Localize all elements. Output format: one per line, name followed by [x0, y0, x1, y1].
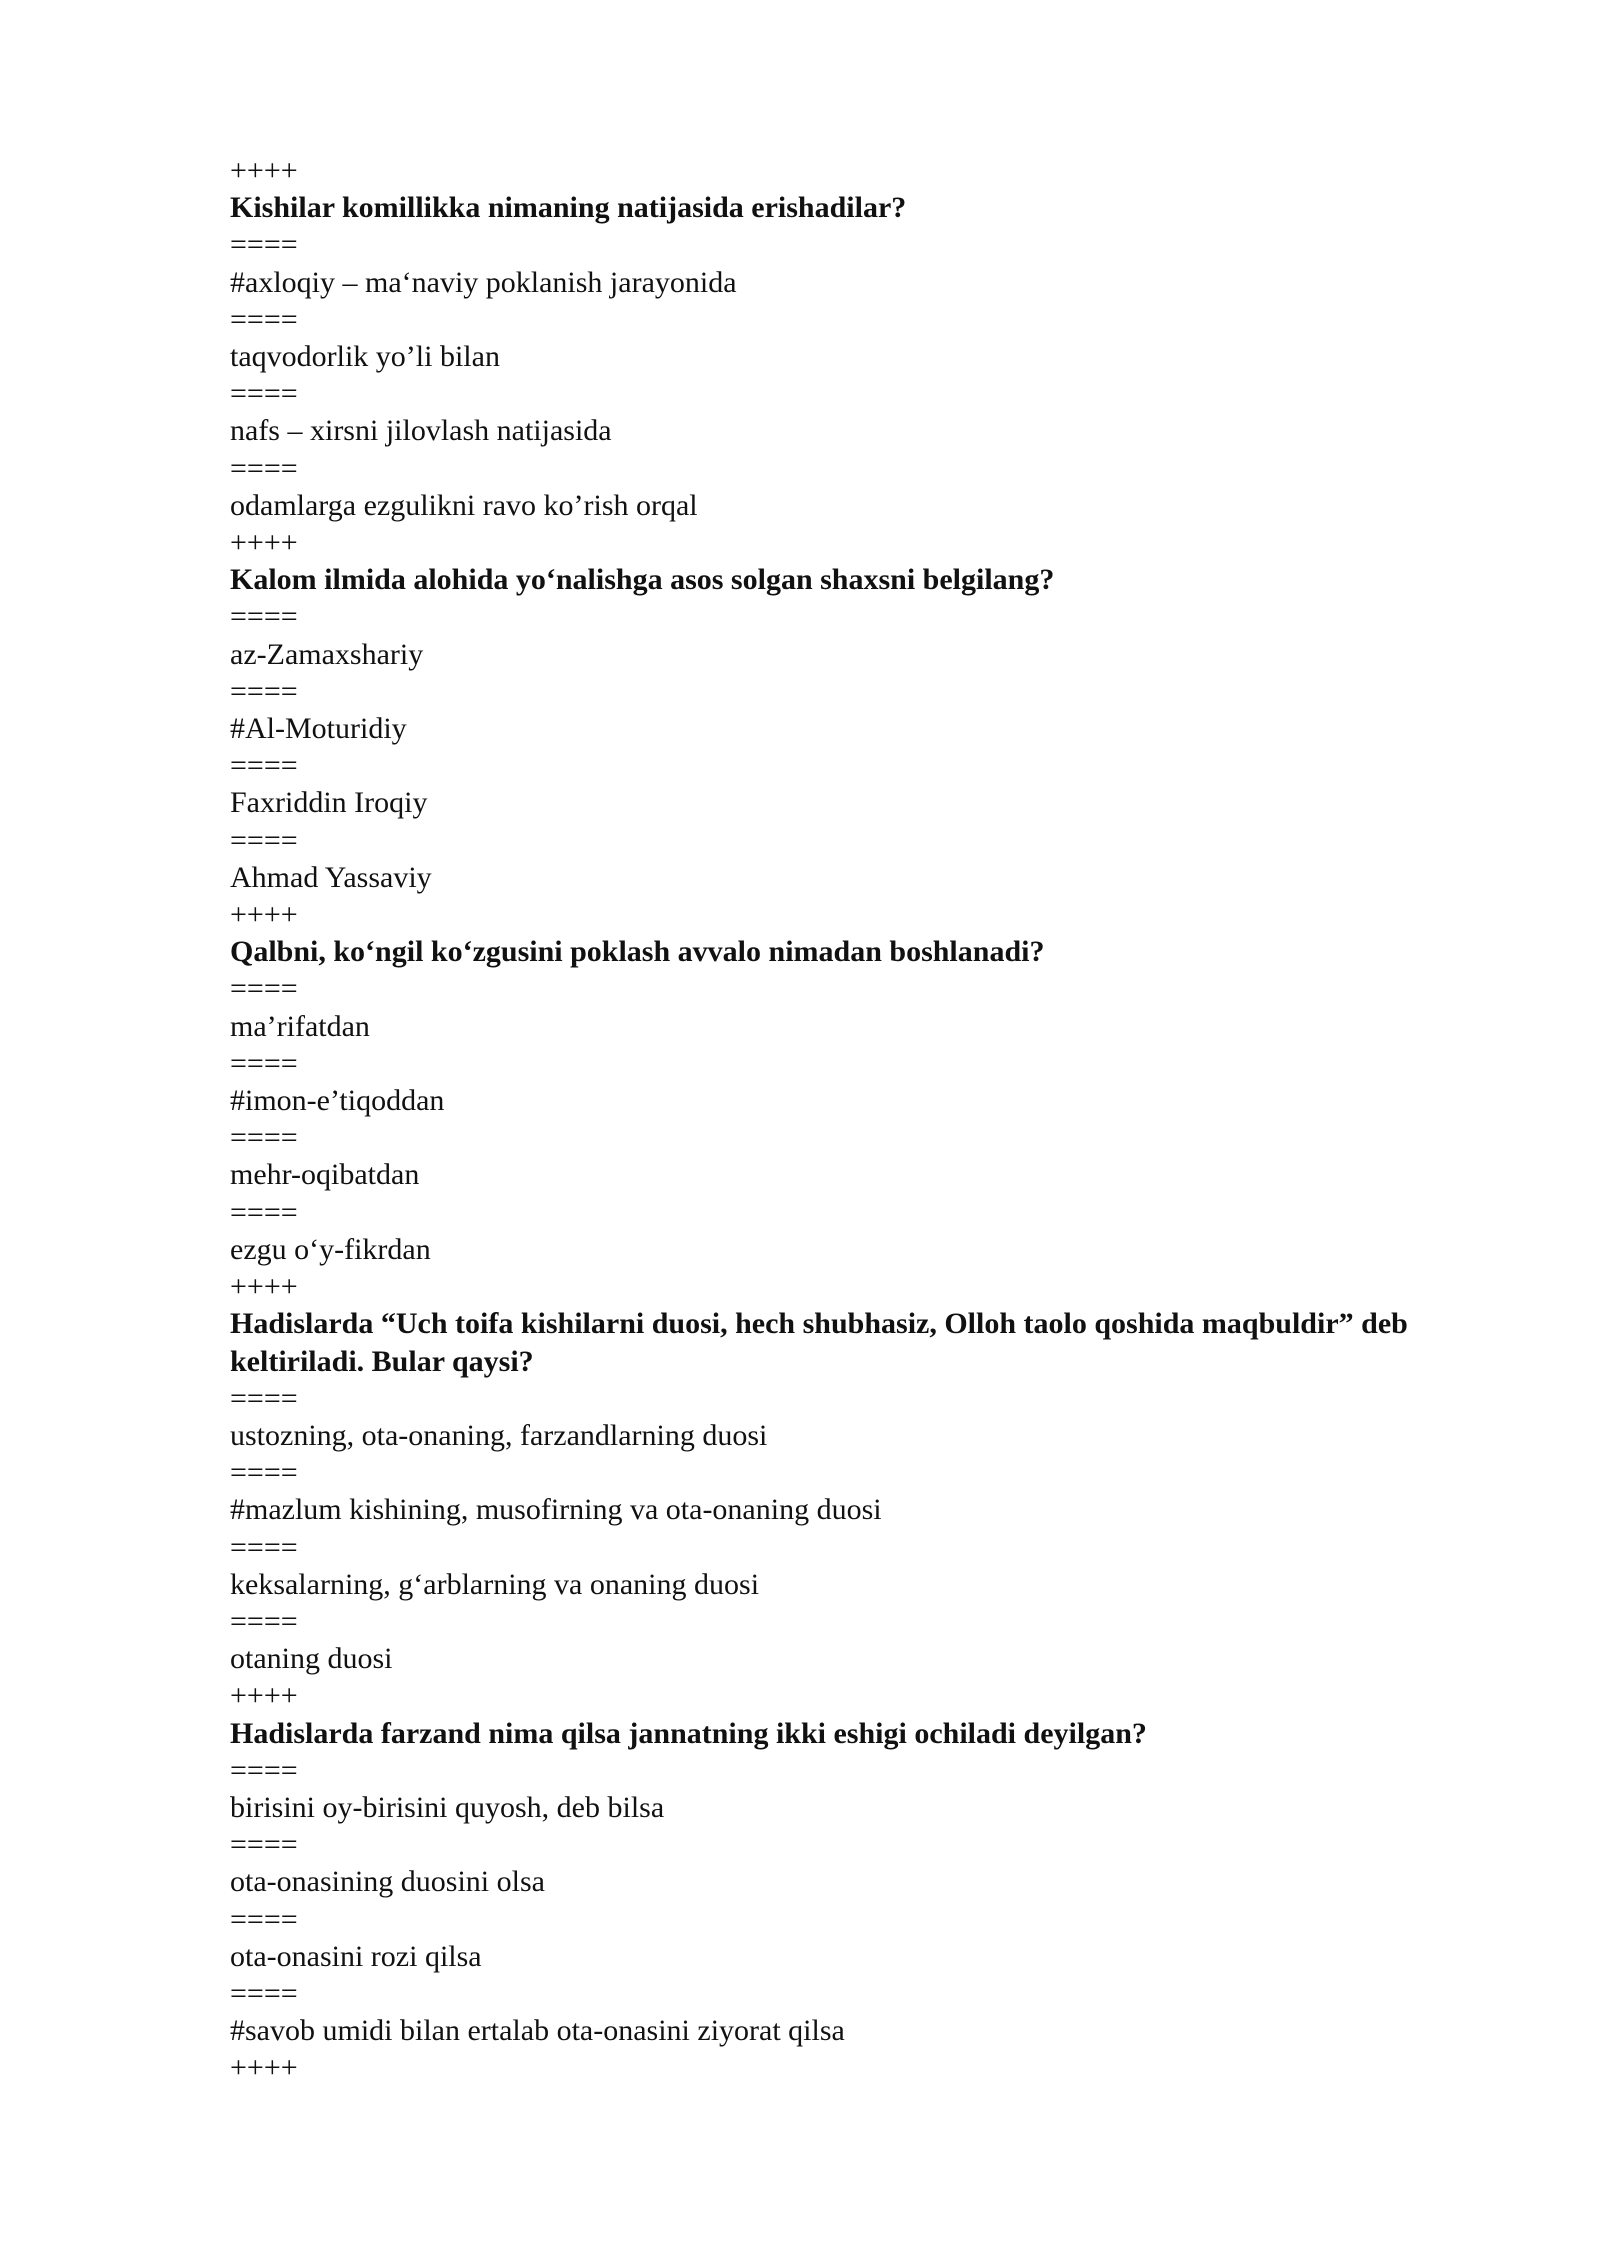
answer-option: ezgu oʻy-fikrdan: [230, 1232, 431, 1266]
option-separator: ====: [230, 451, 298, 485]
question-separator: ++++: [230, 1679, 298, 1713]
question-separator: ++++: [230, 154, 298, 187]
question-text: Qalbni, koʻngil koʻzgusini poklash avvalo nimadan boshlanadi?: [230, 935, 1045, 969]
option-separator: ====: [230, 600, 298, 634]
option-separator: ====: [230, 823, 298, 857]
answer-option: mehr-oqibatdan: [230, 1158, 420, 1192]
answer-option: #savob umidi bilan ertalab ota-onasini ziyorat qilsa: [230, 2014, 845, 2048]
answer-option: ustozning, ota-onaning, farzandlarning duosi: [230, 1418, 768, 1452]
option-separator: ====: [230, 1121, 298, 1155]
answer-option: ota-onasining duosini olsa: [230, 1865, 545, 1899]
document-page: [230, 152, 1470, 2087]
answer-option: #axloqiy – maʻnaviy poklanish jarayonida: [230, 265, 737, 299]
option-separator: ====: [230, 1530, 298, 1564]
option-separator: ====: [230, 674, 298, 708]
answer-option: Faxriddin Iroqiy: [230, 786, 428, 820]
answer-option: az-Zamaxshariy: [230, 637, 424, 671]
option-separator: ====: [230, 1753, 298, 1787]
question-separator: ++++: [230, 526, 298, 560]
answer-option: birisini oy-birisini quyosh, deb bilsa: [230, 1790, 665, 1824]
option-separator: ====: [230, 1195, 298, 1229]
question-text: Kalom ilmida alohida yoʻnalishga asos solgan shaxsni belgilang?: [230, 563, 1055, 597]
question-text: Kishilar komillikka nimaning natijasida erishadilar?: [230, 191, 907, 225]
option-separator: ====: [230, 228, 298, 262]
answer-option: #imon-e’tiqoddan: [230, 1084, 445, 1118]
answer-option: ma’rifatdan: [230, 1009, 370, 1043]
answer-option: odamlarga ezgulikni ravo ko’rish orqal: [230, 488, 698, 522]
answer-option: keksalarning, gʻarblarning va onaning duosi: [230, 1567, 760, 1601]
question-separator: ++++: [230, 1270, 298, 1304]
option-separator: ====: [230, 749, 298, 783]
answer-option: nafs – xirsni jilovlash natijasida: [230, 414, 612, 448]
answer-option: ota-onasini rozi qilsa: [230, 1939, 482, 1973]
question-text: Hadislarda farzand nima qilsa jannatning ikki eshigi ochiladi deyilgan?: [230, 1716, 1147, 1750]
option-separator: ====: [230, 1976, 298, 2010]
option-separator: ====: [230, 1381, 298, 1415]
answer-option: otaning duosi: [230, 1642, 393, 1676]
answer-option: Ahmad Yassaviy: [230, 860, 432, 894]
option-separator: ====: [230, 1902, 298, 1936]
question-separator: ++++: [230, 2051, 298, 2085]
answer-option: #Al-Moturidiy: [230, 712, 407, 746]
option-separator: ====: [230, 1046, 298, 1080]
option-separator: ====: [230, 1456, 298, 1490]
question-text: Hadislarda “Uch toifa kishilarni duosi, hech shubhasiz, Olloh taolo qoshida maqbuldir” deb keltiriladi. Bular qaysi?: [230, 1307, 1416, 1378]
option-separator: ====: [230, 377, 298, 411]
option-separator: ====: [230, 1828, 298, 1862]
answer-option: taqvodorlik yo’li bilan: [230, 340, 500, 374]
option-separator: ====: [230, 302, 298, 336]
answer-option: #mazlum kishining, musofirning va ota-onaning duosi: [230, 1493, 882, 1527]
option-separator: ====: [230, 1604, 298, 1638]
option-separator: ====: [230, 972, 298, 1006]
question-separator: ++++: [230, 898, 298, 932]
